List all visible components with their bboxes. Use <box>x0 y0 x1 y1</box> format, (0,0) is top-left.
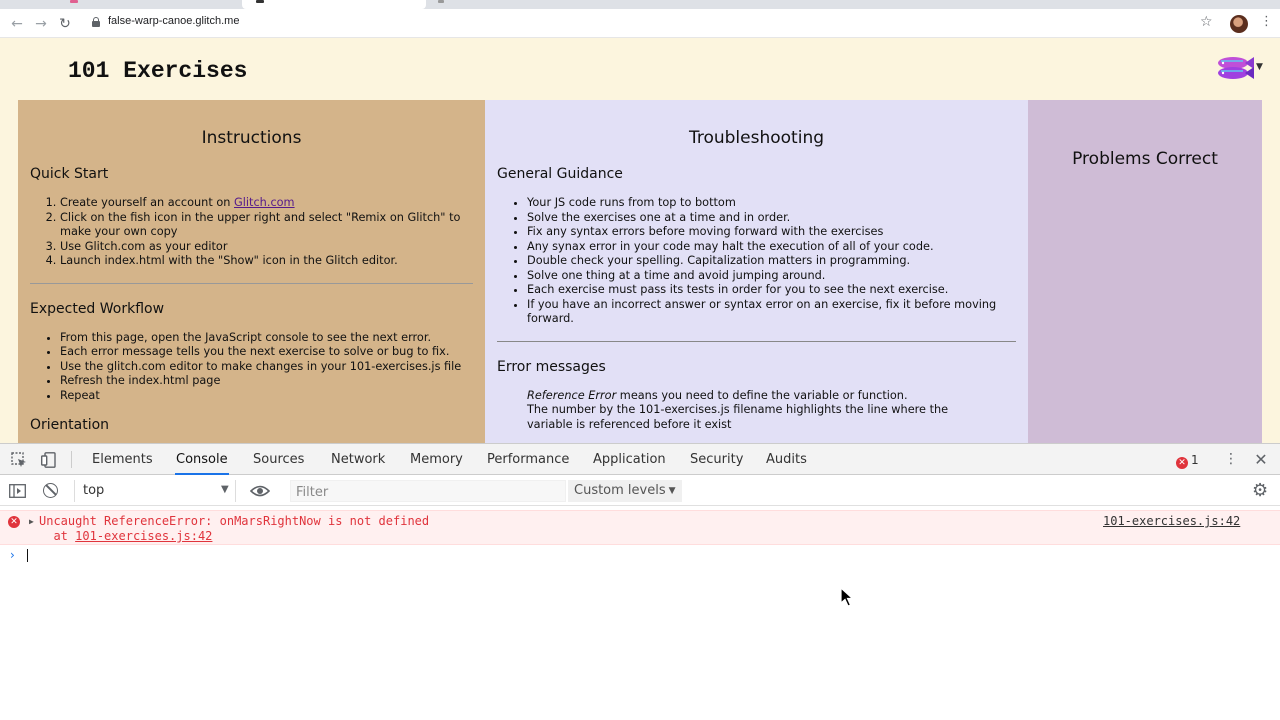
instructions-heading: Instructions <box>201 128 302 148</box>
tab-performance[interactable]: Performance <box>487 452 570 467</box>
url-text: false-warp-canoe.glitch.me <box>108 15 240 27</box>
tab-network[interactable]: Network <box>331 452 386 467</box>
error-messages-heading: Error messages <box>497 358 606 375</box>
console-sidebar-icon[interactable] <box>9 484 26 498</box>
device-toolbar-icon[interactable] <box>41 452 59 468</box>
list-item: • Use the glitch.com editor to make changes in your 101-exercises.js file <box>60 360 473 375</box>
clear-console-icon[interactable] <box>43 483 58 498</box>
tab-audits[interactable]: Audits <box>766 452 807 467</box>
list-item: 3. Use Glitch.com as your editor <box>60 240 473 255</box>
bookmark-star-icon[interactable]: ☆ <box>1200 14 1213 30</box>
browser-toolbar <box>0 9 1280 38</box>
general-guidance-list <box>497 196 1016 327</box>
context-selector[interactable] <box>74 480 236 502</box>
mouse-pointer-icon <box>840 587 854 607</box>
text-cursor <box>27 549 28 562</box>
error-text: Uncaught ReferenceError: onMarsRightNow is not defined <box>39 514 430 528</box>
general-guidance-heading: General Guidance <box>497 166 623 182</box>
console-toolbar <box>0 476 1280 506</box>
glitch-fish-icon[interactable] <box>1215 53 1255 83</box>
tab-active[interactable] <box>242 0 426 9</box>
expected-workflow-heading: Expected Workflow <box>30 300 165 317</box>
close-icon[interactable]: ✕ <box>1254 450 1268 469</box>
log-levels-label: Custom levels <box>574 483 666 498</box>
log-levels-dropdown[interactable] <box>568 480 682 502</box>
filter-input-wrapper <box>290 480 566 502</box>
list-item: 2. Click on the fish icon in the upper right and select "Remix on Glitch" to make your own copy <box>60 211 473 240</box>
tab-favicon-partial <box>70 0 78 3</box>
console-prompt[interactable] <box>0 547 1280 565</box>
tab-memory[interactable]: Memory <box>410 452 463 467</box>
context-value: top <box>83 483 105 498</box>
inspect-element-icon[interactable] <box>11 452 27 468</box>
browser-menu-icon[interactable]: ⋮ <box>1260 14 1273 29</box>
forward-arrow-icon[interactable]: → <box>35 16 47 32</box>
tab-favicon-active <box>256 0 264 3</box>
tab-strip <box>0 0 1280 9</box>
tab-sources[interactable]: Sources <box>253 452 305 467</box>
tab-console[interactable]: Console <box>175 444 229 475</box>
error-count: 1 <box>1191 453 1199 467</box>
list-item: • Solve one thing at a time and avoid jumping around. <box>527 269 1016 284</box>
caret-down-icon: ▼ <box>668 486 676 496</box>
reference-error-term: Reference Error <box>527 388 617 402</box>
list-item: • Any synax error in your code may halt the execution of all of your code. <box>527 240 1016 255</box>
tab-security[interactable]: Security <box>690 452 744 467</box>
error-messages-text <box>497 389 1016 433</box>
console-output[interactable] <box>0 507 1280 720</box>
problems-heading: Problems Correct <box>1072 149 1218 169</box>
live-expression-eye-icon[interactable] <box>250 484 270 498</box>
stack-trace-link[interactable]: 101-exercises.js:42 <box>75 529 213 543</box>
console-error-message[interactable] <box>0 510 1280 545</box>
list-item: • Each exercise must pass its tests in order for you to see the next exercise. <box>527 283 1016 298</box>
troubleshooting-heading: Troubleshooting <box>688 128 825 148</box>
devtools-menu-icon[interactable]: ⋮ <box>1224 451 1238 467</box>
troubleshooting-column <box>485 100 1028 443</box>
gear-icon[interactable]: ⚙ <box>1252 480 1269 501</box>
stack-trace-line <box>39 529 212 543</box>
list-item: • If you have an incorrect answer or syntax error on an exercise, fix it before moving forward. <box>527 298 1016 327</box>
glitch-link[interactable]: Glitch.com <box>234 196 295 209</box>
list-item: • Your JS code runs from top to bottom <box>527 196 1016 211</box>
reference-error-line <box>527 389 986 404</box>
list-item: • From this page, open the JavaScript console to see the next error. <box>60 331 473 346</box>
divider <box>71 451 72 468</box>
tab-favicon-next <box>438 0 444 3</box>
list-item: • Double check your spelling. Capitalization matters in programming. <box>527 254 1016 269</box>
caret-down-icon: ▼ <box>221 484 229 495</box>
list-item <box>60 196 473 211</box>
address-bar[interactable] <box>84 11 1224 35</box>
error-icon: ✕ <box>8 516 20 528</box>
profile-avatar[interactable] <box>1230 15 1248 33</box>
error-count-badge[interactable] <box>1176 452 1199 468</box>
list-item: • Solve the exercises one at a time and in order. <box>527 211 1016 226</box>
expected-workflow-list <box>30 331 473 404</box>
stack-prefix: at <box>53 529 76 543</box>
list-item: • Repeat <box>60 389 473 404</box>
problems-column <box>1028 100 1262 443</box>
chevron-down-icon[interactable]: ▼ <box>1256 62 1263 72</box>
orientation-heading: Orientation <box>30 417 110 433</box>
page-title: 101 Exercises <box>68 58 248 84</box>
divider <box>30 283 473 284</box>
quick-start-list <box>30 196 473 269</box>
list-item: 4. Launch index.html with the "Show" icon in the Glitch editor. <box>60 254 473 269</box>
line-number-text: The number by the 101-exercises.js filename highlights the line where the variable is referenced before it exist <box>527 403 949 431</box>
filter-input[interactable] <box>291 483 565 503</box>
reference-error-text: means you need to define the variable or function. <box>616 388 908 402</box>
back-arrow-icon[interactable]: ← <box>11 16 23 32</box>
expand-triangle-icon[interactable]: ▶ <box>29 517 34 526</box>
reload-icon[interactable]: ↻ <box>59 16 71 32</box>
list-item: • Refresh the index.html page <box>60 374 473 389</box>
quick-start-heading: Quick Start <box>30 166 109 182</box>
source-link[interactable]: 101-exercises.js:42 <box>1103 514 1241 528</box>
instructions-column <box>18 100 485 443</box>
divider <box>497 341 1016 342</box>
list-item: • Fix any syntax errors before moving forward with the exercises <box>527 225 1016 240</box>
tab-elements[interactable]: Elements <box>92 452 153 467</box>
web-page <box>0 38 1280 443</box>
devtools-tab-bar <box>0 444 1280 475</box>
lock-icon <box>92 17 100 27</box>
list-item-text: Create yourself an account on <box>60 196 235 209</box>
error-icon: ✕ <box>1176 457 1188 469</box>
tab-application[interactable]: Application <box>593 452 666 467</box>
devtools-panel <box>0 443 1280 720</box>
list-item: • Each error message tells you the next exercise to solve or bug to fix. <box>60 345 473 360</box>
prompt-chevron-icon: › <box>10 548 15 562</box>
